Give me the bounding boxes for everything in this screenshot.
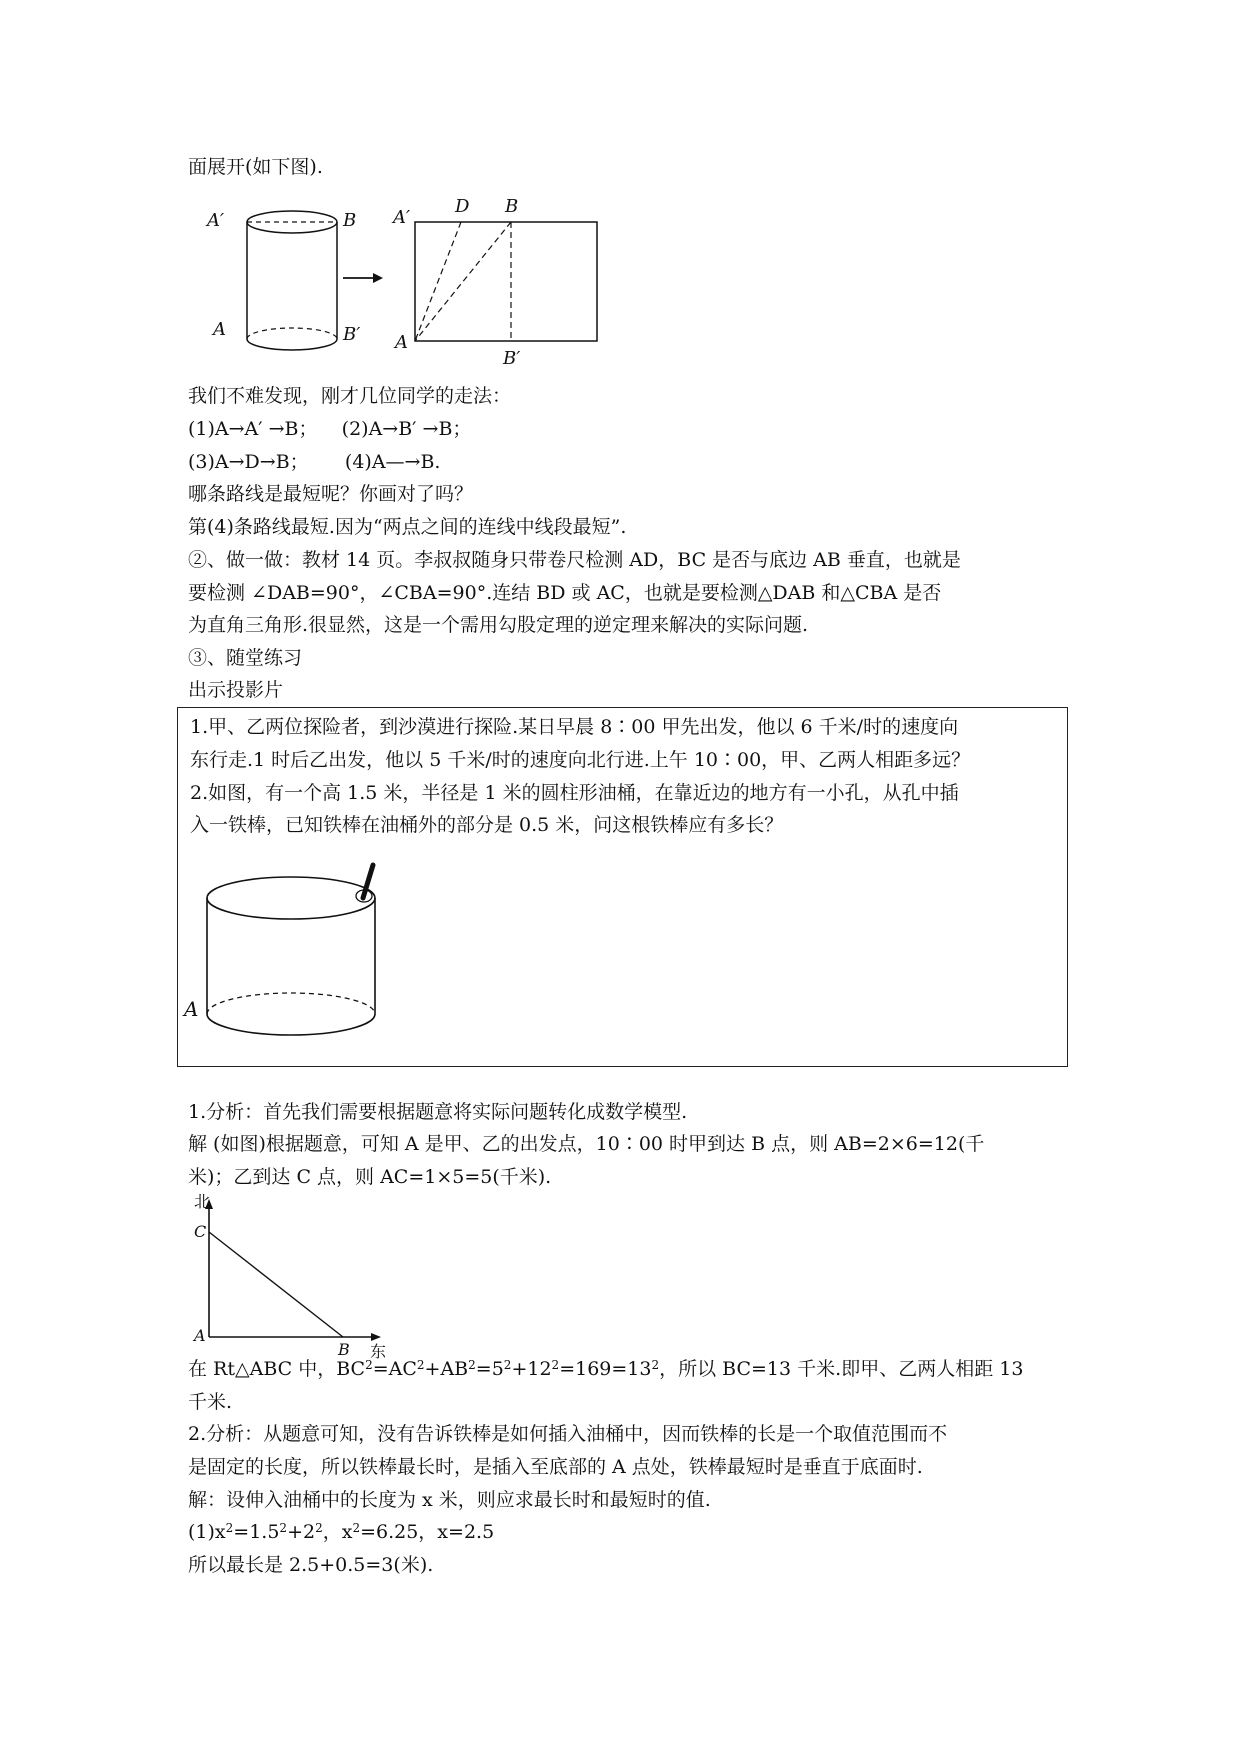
text-line: 米)；乙到达 C 点，则 AC=1×5=5(千米).: [188, 1166, 552, 1188]
label-north: 北: [194, 1192, 211, 1211]
text-line: 解：设伸入油桶中的长度为 x 米，则应求最长时和最短时的值.: [188, 1489, 711, 1511]
exercise-box: [177, 707, 1068, 1067]
text-line: 是固定的长度，所以铁棒最长时，是插入至底部的 A 点处，铁棒最短时是垂直于底面时.: [188, 1456, 923, 1478]
label-b: B: [343, 210, 357, 231]
intro-line: 面展开(如下图).: [188, 156, 323, 178]
label-d-rect: D: [455, 196, 470, 217]
label-b: B: [338, 1340, 350, 1359]
text-line: 2.分析：从题意可知，没有告诉铁棒是如何插入油桶中，因而铁棒的长是一个取值范围而不: [188, 1423, 948, 1445]
text-line: (1)A→A′ →B； (2)A→B′ →B；: [188, 418, 472, 440]
text-line: 哪条路线是最短呢？你画对了吗？: [188, 483, 474, 505]
pythagoras-line: 在 Rt△ABC 中，$BC^2=AC^2+AB^2=5^2+12^2=169=13^2$，所以 BC=13 千米.即甲、乙两人相距 13: [188, 1358, 1024, 1380]
exercise-line: 东行走.1 时后乙出发，他以 5 千米/时的速度向北行进.上午 10∶00，甲、乙两人相距多远？: [190, 749, 971, 771]
text-line: 所以最长是 2.5+0.5=3(米).: [188, 1554, 434, 1576]
exercise-line: 2.如图，有一个高 1.5 米，半径是 1 米的圆柱形油桶，在靠近边的地方有一小孔，从孔中插: [190, 782, 959, 804]
arrow-icon: [343, 273, 383, 283]
text-line: 1.分析：首先我们需要根据题意将实际问题转化成数学模型.: [188, 1101, 688, 1123]
label-a-prime-rect: A′: [393, 207, 411, 228]
oil-barrel-figure: [184, 858, 412, 1048]
label-a-barrel: A: [184, 997, 199, 1021]
text-line: 第(4)条路线最短.因为“两点之间的连线中线段最短”.: [188, 516, 627, 538]
text-line: 我们不难发现，刚才几位同学的走法：: [188, 385, 512, 407]
text-line: 千米.: [188, 1391, 233, 1413]
label-east: 东: [370, 1342, 387, 1361]
exercise-line: 1.甲、乙两位探险者，到沙漠进行探险.某日早晨 8∶00 甲先出发，他以 6 千米/时的速度向: [190, 716, 959, 738]
right-triangle-figure: [190, 1192, 390, 1361]
label-b-prime: B′: [343, 324, 361, 345]
equation-line: $(1)x^2=1.5^2+2^2$，$x^2=6.25$，x=2.5: [188, 1521, 495, 1543]
cylinder-unfold-figure: [195, 192, 655, 369]
text-line: (3)A→D→B； (4)A—→B.: [188, 451, 441, 473]
section-heading: ③、随堂练习: [188, 647, 303, 669]
label-a-prime: A′: [207, 210, 225, 231]
text-line: 解 (如图)根据题意，可知 A 是甲、乙的出发点，10∶00 时甲到达 B 点，则 AB=2×6=12(千: [188, 1133, 985, 1155]
text-line: 要检测 ∠DAB=90°，∠CBA=90°.连结 BD 或 AC，也就是要检测△DAB 和△CBA 是否: [188, 582, 942, 604]
unfolded-rectangle: [391, 196, 597, 369]
label-a: A: [213, 319, 226, 340]
label-a-rect: A: [395, 332, 408, 353]
label-b-prime-rect: B′: [503, 348, 521, 369]
cylinder-diagram: [205, 210, 360, 350]
exercise-line: 入一铁棒，已知铁棒在油桶外的部分是 0.5 米，问这根铁棒应有多长？: [190, 814, 784, 836]
text-line: ②、做一做：教材 14 页。李叔叔随身只带卷尺检测 AD，BC 是否与底边 AB 垂直，也就是: [188, 549, 961, 571]
label-c: C: [194, 1222, 207, 1241]
label-a: A: [194, 1326, 206, 1345]
label-b-rect: B: [505, 196, 519, 217]
text-line: 为直角三角形.很显然，这是一个需用勾股定理的逆定理来解决的实际问题.: [188, 614, 809, 636]
text-line: 出示投影片: [188, 679, 284, 701]
